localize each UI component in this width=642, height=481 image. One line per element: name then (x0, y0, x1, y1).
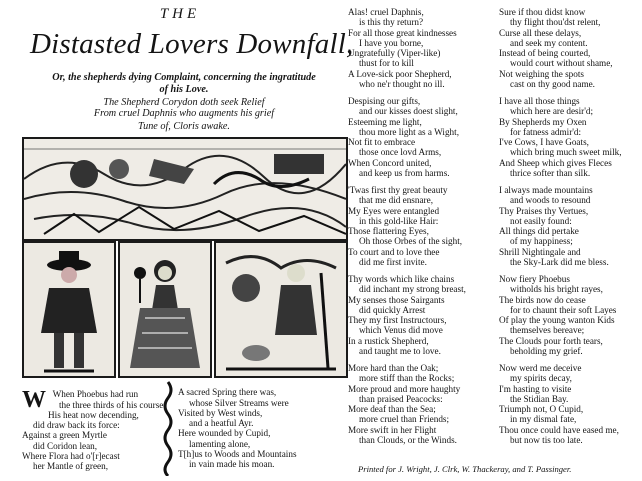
verse-line: did inchant my strong breast, (359, 284, 466, 295)
verse-line: more stiff than the Rocks; (359, 373, 455, 384)
verse-line: My senses those Sairgants (348, 294, 445, 305)
verse-line: I'm hasting to visite (499, 383, 572, 394)
verse-line: cast on thy good name. (510, 78, 595, 89)
verse-line: Now werd me deceive (499, 363, 582, 373)
verse-line: would court without shame, (510, 58, 613, 69)
verse-line: I've Cows, I have Goats, (499, 137, 589, 147)
verse-line: They my first Instructours, (348, 315, 447, 325)
verse-line: and a heatful Ayr. (189, 418, 254, 428)
verse-line: 'Twas first thy great beauty (348, 185, 448, 195)
verse-line: did quickly Arrest (359, 304, 426, 315)
verse-line: that me did ensnare, (359, 195, 433, 206)
landscape-illustration (24, 139, 346, 239)
verse-line: did Coridon lean, (33, 440, 98, 451)
woodcut-lady (118, 241, 212, 378)
verse-line: Of play the young wanton Kids (499, 315, 615, 325)
verse-line: Visited by West winds, (178, 407, 263, 418)
verse-line: Those flattering Eyes, (348, 226, 429, 236)
gentleman-figure (24, 243, 114, 376)
verse-line: and woods to resound (510, 195, 591, 206)
stanza (499, 274, 639, 356)
verse-line: of my happiness; (510, 236, 573, 247)
verse-line: Despising our gifts, (348, 96, 421, 106)
woodcut-landscape (22, 137, 348, 241)
verse-line: themselves bereave; (510, 325, 585, 336)
verse-line: for fatness admir'd: (510, 126, 582, 137)
verse-line: for to chaunt their soft Layes (510, 304, 617, 315)
verse-line: More deaf than the Sea; (348, 404, 436, 414)
verse-line: The Clouds pour forth tears, (499, 335, 603, 346)
verse-line: which Venus did move (359, 325, 443, 336)
verse-line: A sacred Spring there was, (178, 387, 277, 398)
verse-line: Thou once could have eased me, (499, 424, 619, 435)
verse-line: More swift in her Flight (348, 424, 437, 435)
left-column-1 (22, 379, 166, 471)
verse-line: thy flight thou'dst relent, (510, 17, 601, 28)
stanza (499, 185, 639, 267)
verse-line: Thy Praises thy Vertues, (499, 205, 589, 216)
verse-line: Curse all these delays, (499, 27, 582, 38)
verse-line: And Sheep which gives Fleces (499, 157, 612, 168)
ballad-title: Distasted Lovers Downfall, (30, 28, 354, 60)
verse-line: More proud and more haughty (348, 383, 461, 394)
verse-line: Where Flora had o'[r]ecast (22, 450, 120, 461)
verse-line: the three thirds of his course, (59, 399, 166, 410)
verse-line: His heat now decending, (48, 409, 139, 420)
verse-line: Shrill Nightingale and (499, 246, 581, 257)
verse-line: but now tis too late. (510, 434, 583, 445)
description-line-1: The Shepherd Corydon doth seek Relief (103, 97, 265, 108)
verse-line: Not weighing the spots (499, 68, 584, 79)
verse-line: The birds now do cease (499, 294, 586, 305)
verse-line: Ungratefully (Viper-like) (348, 48, 441, 58)
verse-line: and keep us from harms. (359, 167, 450, 178)
verse-line: Oh those Orbes of the sight, (359, 236, 463, 247)
verse-line: Thy words which like chains (348, 274, 455, 284)
verse-line: My Eyes were entangled (348, 205, 440, 216)
verse-line: the Sky-Lark did me bless. (510, 256, 609, 267)
stanza (348, 7, 493, 89)
verse-line: When Concord united, (348, 157, 432, 168)
verse-line: beholding my grief. (510, 345, 583, 356)
shepherd-figure (216, 243, 346, 376)
verse-line: in this gold-like Hair: (359, 215, 439, 226)
stanza (499, 363, 639, 445)
subtitle-line-2: of his Love. (159, 84, 209, 95)
description-line-2: From cruel Daphnis who augments his grief (93, 108, 275, 119)
verse-line: and seek my content. (510, 37, 588, 48)
verse-line: Esteeming me light, (348, 116, 422, 127)
verse-line: which bring much sweet milk, (510, 147, 622, 158)
stanza (348, 185, 493, 267)
woodcut-gentleman (22, 241, 116, 378)
stanza (348, 96, 493, 178)
stanza (499, 96, 639, 178)
verse-line: my spirits decay, (510, 373, 572, 384)
verse-line: which here are desir'd; (510, 106, 594, 117)
verse-line: whose Silver Streams were (189, 397, 289, 408)
stanza (499, 7, 639, 89)
verse-line: and taught me to love. (359, 345, 441, 356)
verse-line: did me first invite. (359, 256, 427, 267)
verse-line: in vain made his moan. (189, 459, 275, 469)
verse-line: I have all those things (499, 96, 580, 106)
fleuron-icon (162, 380, 174, 476)
middle-column (348, 7, 493, 452)
verse-line: is this thy return? (359, 17, 424, 28)
verse-line: I have you borne, (359, 37, 424, 48)
verse-line: When Phoebus had run (52, 389, 139, 400)
verse-line: and our kisses doest slight, (359, 106, 458, 117)
verse-line: witholds his bright rayes, (510, 284, 603, 295)
verse-line: more cruel than Friends; (359, 414, 450, 425)
title-the: THE (159, 6, 201, 22)
verse-line: not easily found: (510, 215, 572, 226)
left-column-2 (178, 377, 348, 469)
verse-line: than Clouds, or the Winds. (359, 434, 457, 445)
verse-line: lamenting alone, (189, 438, 251, 449)
tune-line: Tune of, Cloris awake. (138, 121, 230, 132)
verse-line: Instead of being courted, (499, 48, 591, 58)
verse-line: Not fit to embrace (348, 137, 416, 147)
verse-line: To court and to love thee (348, 246, 440, 257)
verse-line: Against a green Myrtle (22, 430, 107, 441)
verse-line: the Stidian Bay. (510, 393, 569, 404)
verse-line: her Mantle of green, (33, 461, 108, 471)
verse-line: those once lovd Arms, (359, 147, 442, 158)
ornament-divider (162, 380, 174, 476)
verse-line: thrice softer than silk. (510, 167, 591, 178)
verse-line: Now fiery Phoebus (499, 274, 570, 284)
imprint-line: Printed for J. Wright, J. Clrk, W. Thackeray, and T. Passinger. (358, 464, 572, 474)
verse-line: More hard than the Oak; (348, 363, 439, 373)
verse-line: than praised Peacocks: (359, 393, 443, 404)
stanza (348, 274, 493, 356)
verse-line: Here wounded by Cupid, (178, 428, 271, 439)
verse-line: Alas! cruel Daphnis, (348, 7, 424, 17)
verse-line: did draw back its force: (33, 420, 120, 430)
stanza (348, 363, 493, 445)
verse-line: I always made mountains (499, 185, 593, 195)
subtitle-line-1: Or, the shepherds dying Complaint, concerning the ingratitude (52, 72, 316, 83)
verse-line: thou more light as a Wight, (359, 126, 459, 137)
verse-line: In a rustick Shepherd, (348, 335, 429, 346)
drop-cap-w: W (22, 387, 46, 414)
lady-figure (120, 243, 210, 376)
woodcut-shepherd (214, 241, 348, 378)
verse-line: thust for to kill (359, 58, 414, 69)
verse-line: who ne'r thought no ill. (359, 78, 445, 89)
verse-line: For all those great kindnesses (348, 27, 457, 38)
verse-line: in my dismal fate, (510, 414, 577, 425)
verse-line: All things did pertake (499, 226, 579, 236)
verse-line: Sure if thou didst know (499, 7, 586, 17)
verse-line: T[h]us to Woods and Mountains (178, 448, 297, 459)
verse-line: A Love-sick poor Shepherd, (348, 68, 452, 79)
right-column (499, 7, 639, 452)
verse-line: By Shepherds my Oxen (499, 116, 587, 127)
verse-line: Triumph not, O Cupid, (499, 404, 584, 414)
